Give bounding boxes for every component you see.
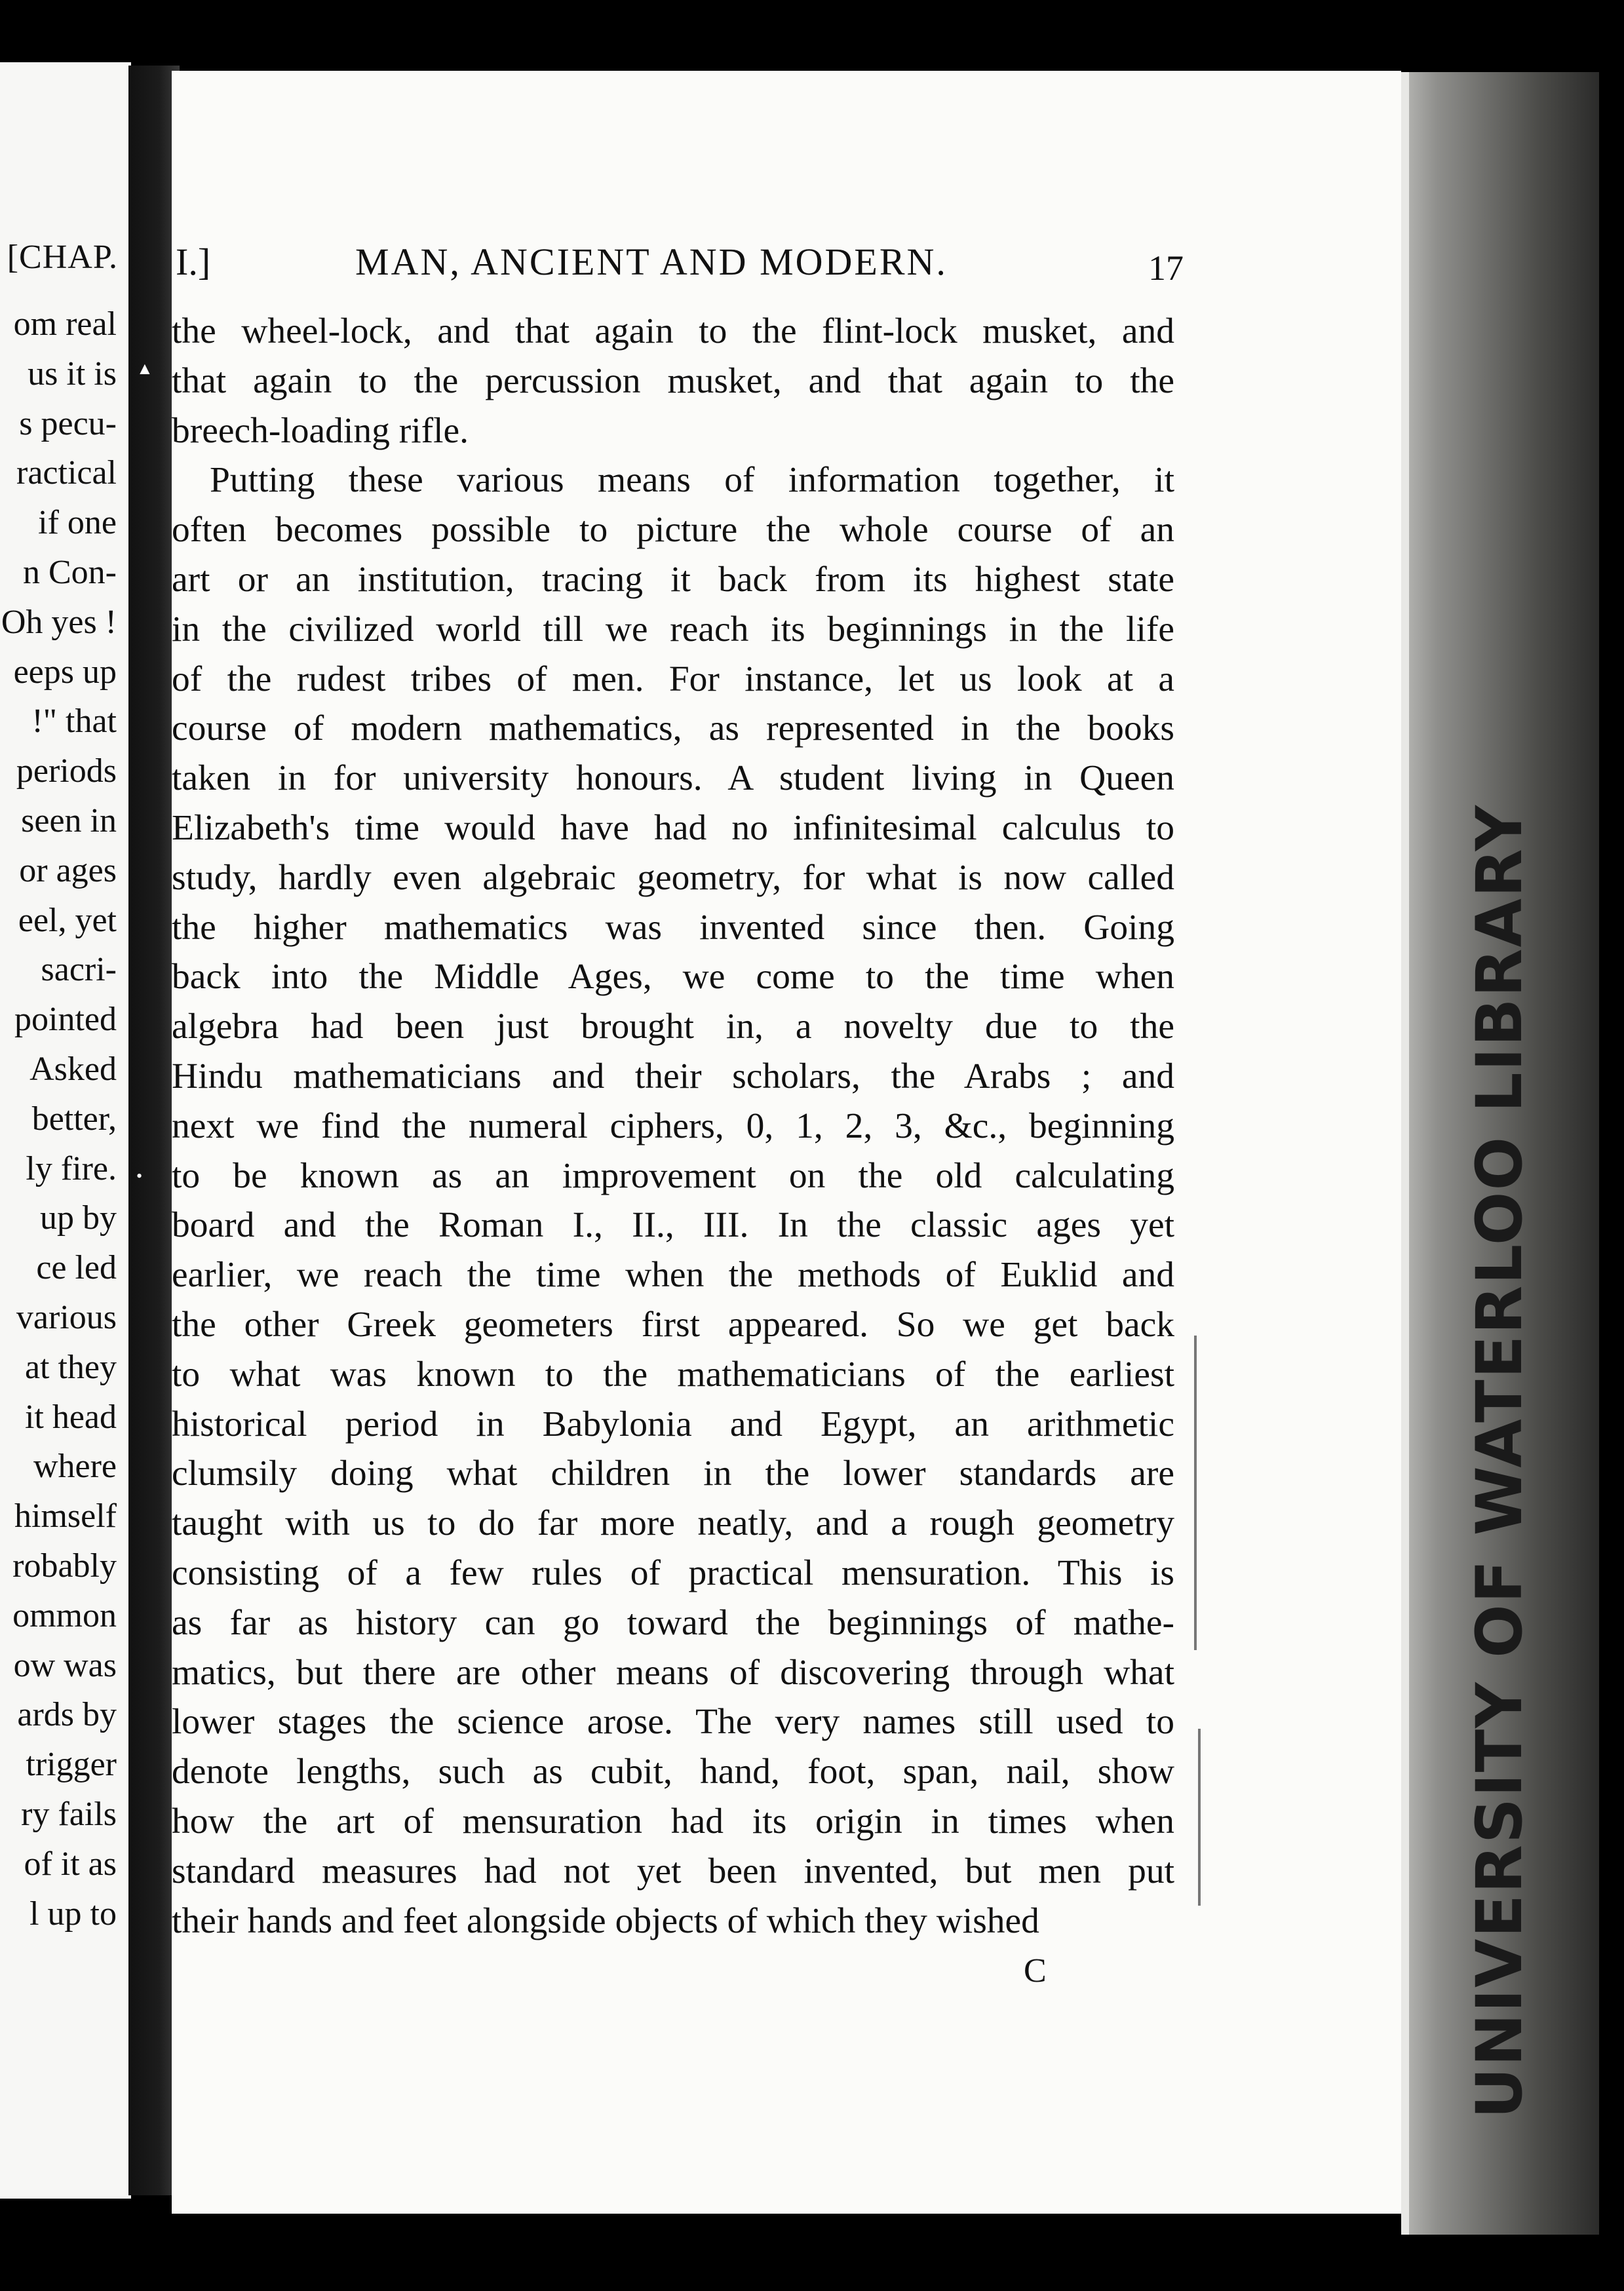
previous-page-line: ce led xyxy=(36,1249,117,1287)
previous-page-line: of it as xyxy=(24,1845,117,1883)
previous-page-line: robably xyxy=(12,1547,117,1585)
previous-page-header: [CHAP. xyxy=(7,239,118,276)
text-line: board and the Roman I., II., III. In the classic ages yet xyxy=(172,1205,1174,1246)
running-head xyxy=(172,233,1401,286)
previous-page-line: better, xyxy=(31,1100,117,1138)
previous-page-line: ry fails xyxy=(21,1796,117,1833)
body-text xyxy=(172,307,1174,1946)
previous-page-line: seen in xyxy=(21,802,117,839)
previous-page-line: us it is xyxy=(28,355,117,393)
running-title: MAN, ANCIENT AND MODERN. xyxy=(355,241,948,283)
text-line: next we find the numeral ciphers, 0, 1, 2, 3, &c., beginning xyxy=(172,1106,1174,1146)
text-line: of the rudest tribes of men. For instance, let us look at a xyxy=(172,659,1174,699)
text-line: art or an institution, tracing it back from its highest state xyxy=(172,559,1174,600)
text-line: algebra had been just brought in, a novelty due to the xyxy=(172,1007,1174,1047)
text-line: standard measures had not yet been invented, but men put xyxy=(172,1851,1174,1891)
previous-page-line: if one xyxy=(38,504,117,542)
previous-page-line: himself xyxy=(14,1497,117,1535)
margin-mark xyxy=(1198,1729,1201,1906)
previous-page-line: ards by xyxy=(17,1696,117,1734)
previous-page-line: s pecu- xyxy=(19,404,117,442)
text-line: study, hardly even algebraic geometry, for what is now called xyxy=(172,857,1174,898)
previous-page-line: n Con- xyxy=(23,554,117,591)
text-line: taken in for university honours. A student living in Queen xyxy=(172,758,1174,799)
previous-page-line: up by xyxy=(40,1199,117,1237)
previous-page-line: at they xyxy=(24,1348,117,1386)
previous-page-line: eeps up xyxy=(13,653,117,691)
previous-page-line: periods xyxy=(16,752,117,790)
text-line: to what was known to the mathematicians of the earliest xyxy=(172,1354,1174,1395)
gutter-dot-icon: • xyxy=(136,1166,143,1185)
text-line: Elizabeth's time would have had no infinitesimal calculus to xyxy=(172,807,1174,848)
previous-page-line: various xyxy=(16,1299,117,1336)
previous-page-line: ow was xyxy=(13,1646,117,1684)
text-line: often becomes possible to picture the whole course of an xyxy=(172,510,1174,550)
text-line: that again to the percussion musket, and that again to the xyxy=(172,360,1174,401)
previous-page-line: pointed xyxy=(14,1001,117,1039)
text-line: the other Greek geometers first appeared. So we get back xyxy=(172,1304,1174,1345)
previous-page-line: or ages xyxy=(19,851,117,889)
margin-mark xyxy=(1194,1336,1197,1650)
previous-page-line: ommon xyxy=(12,1596,117,1634)
text-line: Hindu mathematicians and their scholars, the Arabs ; and xyxy=(172,1056,1174,1096)
text-line: consisting of a few rules of practical mensuration. This is xyxy=(172,1552,1174,1593)
text-line: the higher mathematics was invented since then. Going xyxy=(172,907,1174,948)
previous-page-line: it head xyxy=(24,1398,117,1436)
previous-page-line: Oh yes ! xyxy=(1,603,117,641)
text-line: course of modern mathematics, as represented in the books xyxy=(172,708,1174,749)
previous-page-line: ly fire. xyxy=(26,1149,117,1187)
text-line: their hands and feet alongside objects of which they wished xyxy=(172,1900,1039,1941)
text-line: taught with us to do far more neatly, and a rough geometry xyxy=(172,1503,1174,1544)
chapter-number: I.] xyxy=(176,241,211,283)
previous-page-line: !" that xyxy=(31,703,117,741)
book-page xyxy=(172,71,1401,2214)
text-line: breech-loading rifle. xyxy=(172,410,469,451)
text-line: Putting these various means of information together, it xyxy=(210,460,1174,501)
previous-page-line: Asked xyxy=(29,1050,117,1088)
library-stamp: UNIVERSITY OF WATERLOO LIBRARY xyxy=(1463,804,1536,2119)
previous-page-line: sacri- xyxy=(41,951,117,989)
text-line: back into the Middle Ages, we come to the time when xyxy=(172,957,1174,997)
previous-page-line: om real xyxy=(13,305,117,343)
text-line: as far as history can go toward the beginnings of mathe- xyxy=(172,1602,1174,1643)
text-line: how the art of mensuration had its origin in times when xyxy=(172,1801,1174,1841)
text-line: historical period in Babylonia and Egypt, an arithmetic xyxy=(172,1404,1174,1444)
text-line: to be known as an improvement on the old calculating xyxy=(172,1155,1174,1196)
text-line: lower stages the science arose. The very names still used to xyxy=(172,1702,1174,1742)
text-line: denote lengths, such as cubit, hand, foot, span, nail, show xyxy=(172,1752,1174,1792)
previous-page-line: trigger xyxy=(26,1746,117,1784)
page-number: 17 xyxy=(1148,248,1184,288)
previous-page-line: l up to xyxy=(29,1895,117,1933)
gutter-arrow-icon: ▲ xyxy=(136,359,153,378)
text-line: matics, but there are other means of discovering through what xyxy=(172,1652,1174,1693)
previous-page-line: ractical xyxy=(16,454,117,492)
text-line: in the civilized world till we reach its beginnings in the life xyxy=(172,609,1174,649)
previous-page-fragment xyxy=(0,62,131,2199)
signature-mark: C xyxy=(1024,1952,1047,1990)
page-edge xyxy=(1401,72,1409,2235)
text-line: the wheel-lock, and that again to the flint-lock musket, and xyxy=(172,311,1174,351)
text-line: earlier, we reach the time when the methods of Euklid and xyxy=(172,1255,1174,1296)
previous-page-line: where xyxy=(33,1448,117,1486)
text-line: clumsily doing what children in the lower standards are xyxy=(172,1454,1174,1494)
previous-page-line: eel, yet xyxy=(18,901,117,939)
